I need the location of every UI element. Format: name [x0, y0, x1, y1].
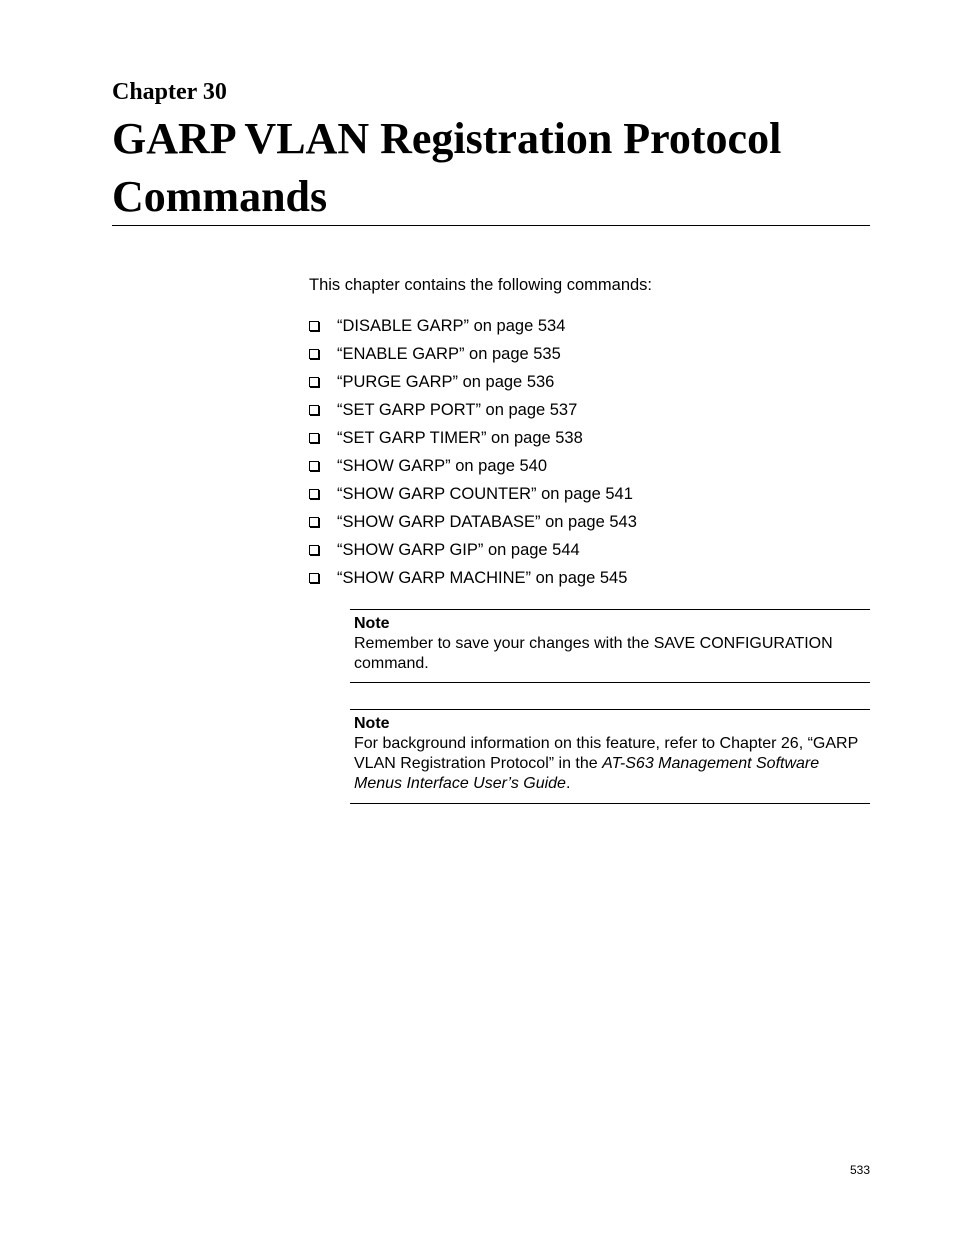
command-link[interactable]: “ENABLE GARP” on page 535 — [337, 344, 561, 363]
note-box-save — [350, 609, 870, 683]
chapter-title: GARP VLAN Registration Protocol Commands — [112, 114, 782, 221]
checkbox-icon — [309, 433, 319, 443]
command-link[interactable]: “SHOW GARP DATABASE” on page 543 — [337, 512, 637, 531]
checkbox-icon — [309, 321, 319, 331]
chapter-label: Chapter 30 — [112, 79, 227, 105]
checkbox-icon — [309, 349, 319, 359]
checkbox-icon — [309, 461, 319, 471]
note-body-end: . — [565, 775, 571, 792]
note-body: Remember to save your changes with the SAVE CONFIGURATION command. — [354, 635, 833, 672]
list-item[interactable] — [309, 480, 637, 508]
intro-text: This chapter contains the following commands: — [309, 276, 653, 294]
checkbox-icon — [309, 545, 319, 555]
title-divider — [112, 225, 870, 226]
list-item[interactable] — [309, 396, 637, 424]
command-link[interactable]: “PURGE GARP” on page 536 — [337, 372, 555, 391]
list-item[interactable] — [309, 368, 637, 396]
list-item[interactable] — [309, 508, 637, 536]
page-number: 533 — [849, 1163, 870, 1177]
list-item[interactable] — [309, 424, 637, 452]
command-link[interactable]: “SET GARP TIMER” on page 538 — [337, 428, 583, 447]
note-body-text: For background information on this feature, refer to Chapter 26, “GARP VLAN Registration Protocol” in the — [354, 735, 858, 772]
note-body — [354, 734, 870, 794]
command-link[interactable]: “SHOW GARP MACHINE” on page 545 — [337, 568, 628, 587]
checkbox-icon — [309, 573, 319, 583]
guide-title[interactable]: AT-S63 Management Software Menus Interface User’s Guide — [354, 755, 820, 792]
checkbox-icon — [309, 517, 319, 527]
list-item[interactable] — [309, 564, 637, 592]
checkbox-icon — [309, 377, 319, 387]
command-link[interactable]: “SHOW GARP” on page 540 — [337, 456, 548, 475]
command-list — [309, 312, 637, 592]
checkbox-icon — [309, 489, 319, 499]
list-item[interactable] — [309, 452, 637, 480]
command-link[interactable]: “SHOW GARP COUNTER” on page 541 — [337, 484, 633, 503]
list-item[interactable] — [309, 536, 637, 564]
checkbox-icon — [309, 405, 319, 415]
command-link[interactable]: “SET GARP PORT” on page 537 — [337, 400, 578, 419]
list-item[interactable] — [309, 312, 637, 340]
command-link[interactable]: “SHOW GARP GIP” on page 544 — [337, 540, 580, 559]
note-box-background — [350, 709, 870, 804]
list-item[interactable] — [309, 340, 637, 368]
note-title: Note — [354, 715, 390, 732]
command-link[interactable]: “DISABLE GARP” on page 534 — [337, 316, 566, 335]
note-title: Note — [354, 615, 390, 632]
